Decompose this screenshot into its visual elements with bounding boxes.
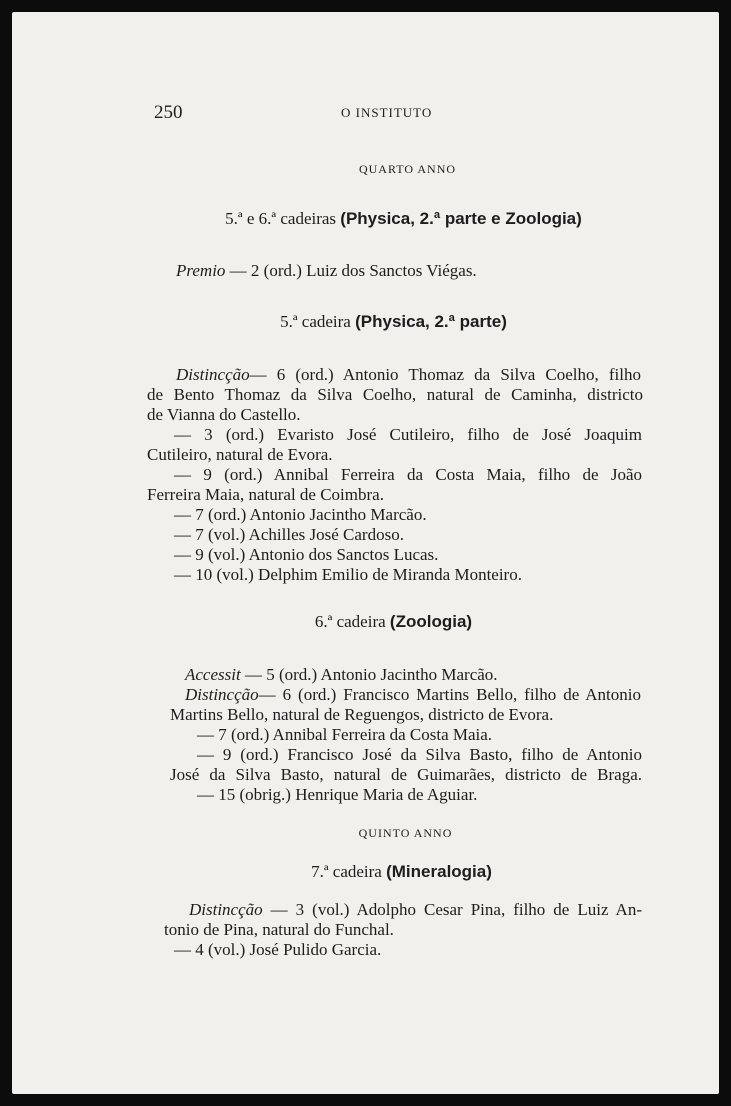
accessit-entry (185, 665, 498, 685)
distincao2-line-6: — 15 (obrig.) Henrique Maria de Aguiar. (197, 785, 478, 804)
subject-prefix: 5.ª e 6.ª cadeiras (225, 209, 341, 228)
distincao-line-9: — 7 (vol.) Achilles José Cardoso. (174, 525, 404, 544)
subject-heading-zoologia (40, 612, 731, 632)
accessit-label: Accessit (185, 665, 241, 684)
premio-text: — 2 (ord.) Luiz dos Sanctos Viégas. (225, 261, 477, 280)
year-heading-quinto: QUINTO ANNO (358, 826, 453, 840)
distincao-line-1 (176, 365, 641, 385)
premio-entry (176, 261, 477, 281)
text: — 6 (ord.) Francisco Martins Bello, filho de Antonio (258, 685, 641, 704)
distincao3-line-1 (189, 900, 642, 920)
distincao3-line-3: — 4 (vol.) José Pulido Garcia. (174, 940, 382, 959)
subject-prefix: 7.ª cadeira (311, 862, 387, 881)
text: — 6 (ord.) Antonio Thomaz da Silva Coelho, filho (249, 365, 641, 384)
distincao2-line-5: José da Silva Basto, natural de Guimarães, districto de Braga. (170, 765, 642, 784)
distincao-label: Distincção (176, 365, 250, 384)
premio-label: Premio (176, 261, 226, 280)
subject-name: (Zoologia) (389, 612, 473, 631)
distincao-line-8: — 7 (ord.) Antonio Jacintho Marcão. (174, 505, 427, 524)
subject-prefix: 5.ª cadeira (280, 312, 356, 331)
page-header (12, 102, 719, 126)
distincao-label: Distincção (189, 900, 263, 919)
page-number: 250 (154, 102, 183, 123)
distincao2-line-1 (185, 685, 641, 705)
subject-prefix: 6.ª cadeira (314, 612, 390, 631)
year-heading-quarto: QUARTO ANNO (358, 162, 457, 176)
distincao-label: Distincção (185, 685, 259, 704)
subject-name: (Mineralogia) (386, 862, 492, 881)
distincao-line-2: de Bento Thomaz da Silva Coelho, natural de Caminha, districto (147, 385, 643, 404)
distincao-line-10: — 9 (vol.) Antonio dos Sanctos Lucas. (174, 545, 439, 564)
subject-heading-mineralogia (48, 862, 731, 882)
distincao-line-7: Ferreira Maia, natural de Coimbra. (147, 485, 384, 504)
distincao2-line-4: — 9 (ord.) Francisco José da Silva Basto, filho de Antonio (197, 745, 642, 764)
subject-heading-physica (40, 312, 731, 332)
document-page (12, 12, 719, 1094)
subject-name: (Physica, 2.ª parte e Zoologia) (340, 209, 582, 228)
distincao-line-11: — 10 (vol.) Delphim Emilio de Miranda Monteiro. (174, 565, 522, 584)
subject-heading-physica-zoologia (50, 209, 731, 229)
running-title: O INSTITUTO (341, 105, 433, 120)
distincao-line-6: — 9 (ord.) Annibal Ferreira da Costa Maia, filho de João (174, 465, 642, 484)
distincao2-line-2: Martins Bello, natural de Reguengos, districto de Evora. (170, 705, 554, 724)
subject-name: (Physica, 2.ª parte) (355, 312, 507, 331)
text: — 3 (vol.) Adolpho Cesar Pina, filho de Luiz An- (262, 900, 642, 919)
distincao-line-4: — 3 (ord.) Evaristo José Cutileiro, filho de José Joaquim (174, 425, 642, 444)
accessit-text: — 5 (ord.) Antonio Jacintho Marcão. (240, 665, 498, 684)
distincao-line-5: Cutileiro, natural de Evora. (147, 445, 333, 464)
distincao-line-3: de Vianna do Castello. (147, 405, 301, 424)
distincao2-line-3: — 7 (ord.) Annibal Ferreira da Costa Maia. (197, 725, 493, 744)
distincao3-line-2: tonio de Pina, natural do Funchal. (164, 920, 394, 939)
